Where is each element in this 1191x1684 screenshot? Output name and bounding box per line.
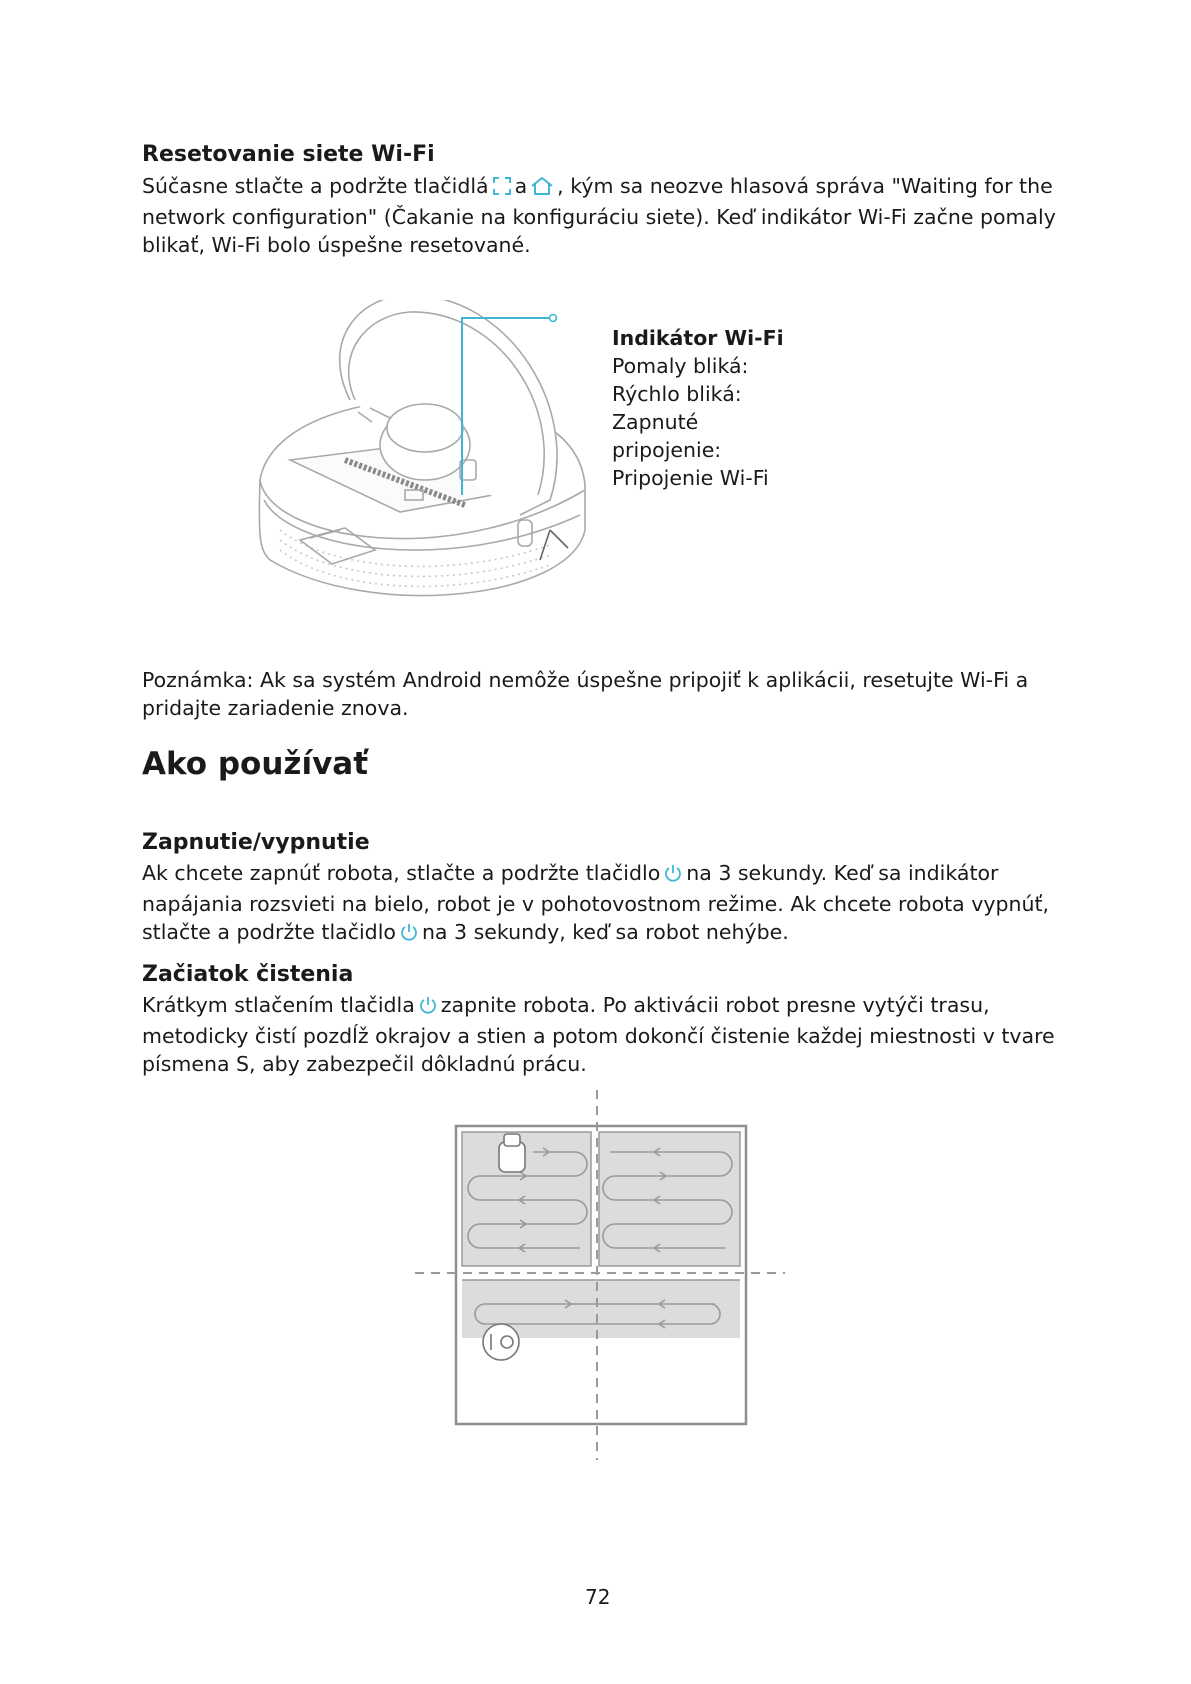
wifi-reset-text xyxy=(142,172,1056,259)
wifi-indicator-line: Rýchlo bliká: xyxy=(612,382,742,406)
wifi-reset-line2: network configuration" (Čakanie na konfiguráciu siete). Keď indikátor Wi-Fi začne pomaly xyxy=(142,205,1056,229)
power-line3-a: stlačte a podržte tlačidlo xyxy=(142,920,396,944)
note-line1: Poznámka: Ak sa systém Android nemôže úspešne pripojiť k aplikácii, resetujte Wi-Fi a xyxy=(142,668,1029,692)
wifi-indicator-line: Zapnuté xyxy=(612,410,699,434)
cleaning-line2: metodicky čistí pozdĺž okrajov a stien a potom dokončí čistenie každej miestnosti v tvare xyxy=(142,1024,1055,1048)
wifi-indicator-legend xyxy=(612,324,784,492)
cleaning-line1-a: Krátkym stlačením tlačidla xyxy=(142,993,415,1017)
page-number: 72 xyxy=(585,1585,611,1609)
robot-illustration xyxy=(250,300,610,645)
power-text xyxy=(142,859,1049,949)
power-icon xyxy=(663,862,683,890)
power-icon xyxy=(399,921,419,949)
home-icon xyxy=(530,175,554,203)
wifi-reset-line3: blikať, Wi-Fi bolo úspešne resetované. xyxy=(142,233,531,257)
power-icon xyxy=(418,994,438,1022)
cleaning-line1-b: zapnite robota. Po aktivácii robot presne vytýči trasu, xyxy=(440,993,990,1017)
wifi-reset-line1-b: a xyxy=(514,174,528,198)
cleaning-text xyxy=(142,991,1055,1078)
cleaning-line3: písmena S, aby zabezpečil dôkladnú prácu. xyxy=(142,1052,587,1076)
note-line2: pridajte zariadenie znova. xyxy=(142,696,409,720)
wifi-reset-line1-c: , kým sa neozve hlasová správa "Waiting for the xyxy=(557,174,1053,198)
power-line3-b: na 3 sekundy, keď sa robot nehýbe. xyxy=(421,920,789,944)
expand-icon xyxy=(492,175,512,203)
note xyxy=(142,666,1028,722)
wifi-indicator-line: Pomaly bliká: xyxy=(612,354,749,378)
how-to-heading: Ako používať xyxy=(142,746,369,782)
power-heading: Zapnutie/vypnutie xyxy=(142,830,370,855)
power-line1-b: na 3 sekundy. Keď sa indikátor xyxy=(686,861,999,885)
cleaning-path-diagram xyxy=(415,1090,785,1460)
wifi-reset-heading: Resetovanie siete Wi-Fi xyxy=(142,142,435,167)
wifi-indicator-line: pripojenie: xyxy=(612,438,722,462)
power-line1-a: Ak chcete zapnúť robota, stlačte a podržte tlačidlo xyxy=(142,861,661,885)
cleaning-heading: Začiatok čistenia xyxy=(142,962,354,987)
wifi-reset-line1-a: Súčasne stlačte a podržte tlačidlá xyxy=(142,174,489,198)
power-line2: napájania rozsvieti na bielo, robot je v pohotovostnom režime. Ak chcete robota vypnúť, xyxy=(142,892,1050,916)
wifi-indicator-line: Pripojenie Wi-Fi xyxy=(612,466,769,490)
wifi-indicator-title: Indikátor Wi-Fi xyxy=(612,326,784,350)
